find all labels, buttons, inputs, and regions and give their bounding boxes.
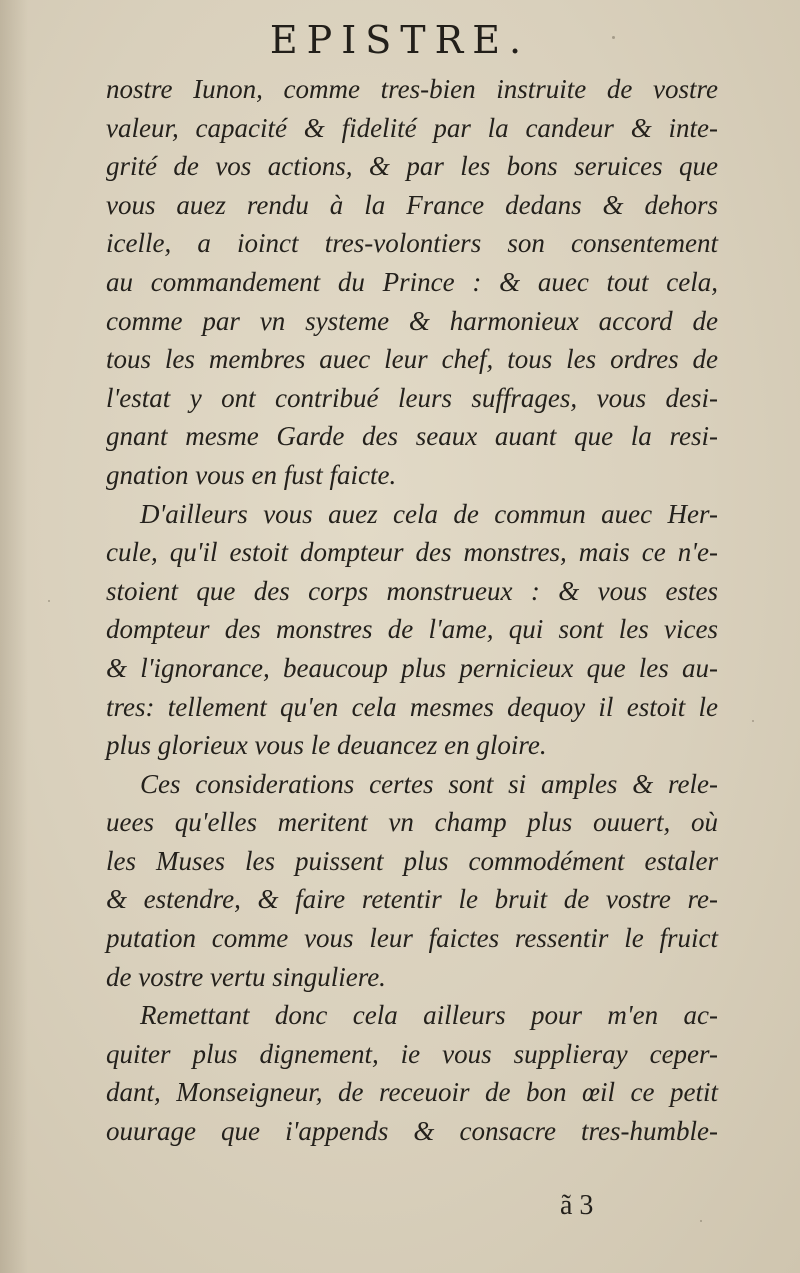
body-text: [106, 70, 718, 1151]
text-line: plus glorieux vous le deuancez en gloire.: [106, 730, 547, 761]
text-line: de vostre vertu singuliere.: [106, 961, 386, 992]
text-line: dant, Monseigneur, de receuoir de bon œil ce petit: [106, 1077, 718, 1108]
text-line: icelle, a ioinct tres-volontiers son consentement: [106, 228, 718, 259]
text-line: dompteur des monstres de l'ame, qui sont les vices: [106, 614, 718, 645]
text-line: les Muses les puissent plus commodément estaler: [106, 845, 718, 876]
text-line: putation comme vous leur faictes ressentir le fruict: [106, 923, 718, 954]
text-line: ouurage que i'appends & consacre tres-humble-: [106, 1116, 718, 1147]
paragraph-start-line: Remettant donc cela ailleurs pour m'en ac-: [140, 1000, 718, 1031]
text-line: gnant mesme Garde des seaux auant que la resi-: [106, 421, 718, 452]
text-line: valeur, capacité & fidelité par la candeur & inte-: [106, 112, 718, 143]
signature-mark: ã 3: [560, 1190, 594, 1221]
text-line: stoient que des corps monstrueux : & vous estes: [106, 575, 718, 606]
gutter-shadow: [0, 0, 28, 1273]
running-head: EPISTRE.: [269, 18, 531, 62]
text-line: tres: tellement qu'en cela mesmes dequoy il estoit le: [106, 691, 718, 722]
text-line: quiter plus dignement, ie vous supplieray ceper-: [106, 1038, 718, 1069]
text-line: vous auez rendu à la France dedans & dehors: [106, 189, 718, 220]
text-line: uees qu'elles meritent vn champ plus ouuert, où: [106, 807, 718, 838]
text-line: gnation vous en fust faicte.: [106, 459, 397, 490]
paper-speck: [752, 720, 754, 722]
text-line: grité de vos actions, & par les bons seruices que: [106, 151, 718, 182]
text-line: tous les membres auec leur chef, tous les ordres de: [106, 344, 718, 375]
paper-speck: [700, 1220, 702, 1222]
text-line: comme par vn systeme & harmonieux accord de: [106, 305, 718, 336]
text-line: nostre Iunon, comme tres-bien instruite de vostre: [106, 74, 718, 104]
paragraph-start-line: Ces considerations certes sont si amples & rele-: [140, 768, 718, 799]
text-line: cule, qu'il estoit dompteur des monstres, mais ce n'e-: [106, 537, 718, 568]
text-line: & l'ignorance, beaucoup plus pernicieux que les au-: [106, 652, 718, 683]
paper-speck: [48, 600, 50, 602]
text-line: l'estat y ont contribué leurs suffrages, vous desi-: [106, 382, 718, 413]
paragraph-start-line: D'ailleurs vous auez cela de commun auec Her-: [140, 498, 718, 529]
text-line: au commandement du Prince : & auec tout cela,: [106, 266, 718, 297]
text-line: & estendre, & faire retentir le bruit de vostre re-: [106, 884, 718, 915]
